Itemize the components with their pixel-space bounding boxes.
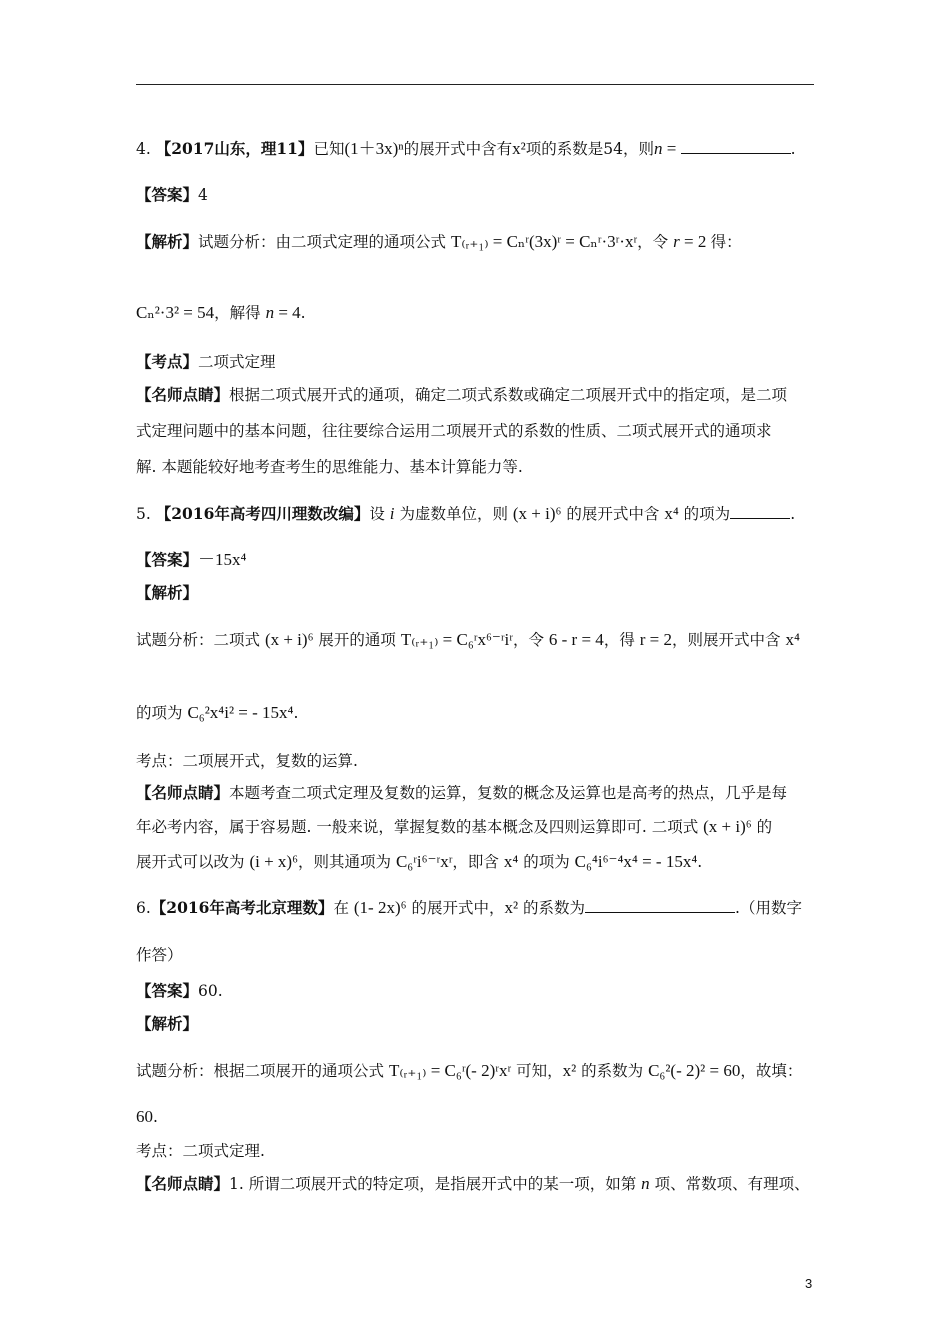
math-expression: (1＋3x) [344,139,399,158]
text-line-q6-tip1 [136,1173,816,1195]
text-line-q6-analysis-label [136,1013,816,1035]
section-tag: 【答案】 [136,185,199,204]
math-expression: Cₙ²·3² = 54 [136,303,215,322]
section-tag: 【名师点睛】 [136,1174,230,1193]
text-line-q4-calc [136,302,816,324]
math-expression: = 2 [679,232,711,251]
text-segment: 的项为 [518,853,575,871]
page-number: 3 [805,1276,813,1291]
text-line-q5-point [136,750,816,772]
text-segment: ，即含 [452,853,504,871]
text-segment: 已知 [313,140,345,158]
text-line-q4-point [136,351,816,373]
text-line-q5-answer [136,549,816,571]
math-expression: x⁴ [785,630,800,649]
text-line-q4-analysis [136,231,816,253]
text-segment: ，解得 [214,304,266,322]
math-expression: r = 2 [639,630,672,649]
text-segment: 年必考内容，属于容易题. 一般来说，掌握复数的基本概念及四则运算即可. 二项式 [136,818,704,836]
math-expression: x⁴ [503,852,519,871]
section-tag: 【解析】 [136,232,199,251]
section-tag: 【2016年高考北京理数】 [150,898,334,917]
text-line-q5-tip3 [136,851,816,873]
text-segment: 试题分析：根据二项展开的通项公式 [136,1062,389,1080]
text-segment: 作答） [136,946,183,964]
text-line-q6-stem2 [136,944,816,966]
text-segment: 的项为 [136,704,188,722]
text-segment: 的项为 [678,505,731,523]
text-line-q5-tip1 [136,782,816,804]
text-segment: . [153,1108,158,1126]
text-line-q6-analysis [136,1060,816,1082]
section-tag: 【答案】 [136,981,199,1000]
text-segment: 可知， [511,1062,563,1080]
text-segment: .（用数字 [735,899,802,917]
text-segment: 4. [136,140,156,158]
math-expression: x⁴ [664,504,679,523]
section-tag: 【解析】 [136,583,199,602]
text-segment: . [293,704,299,722]
text-line-q4-tip1 [136,384,816,406]
math-expression: C₆²(- 2)² = 60 [648,1061,741,1080]
text-segment: 试题分析：二项式 [136,631,265,649]
math-expression: ⁿ [398,139,404,158]
math-expression: (x + i)⁶ [703,817,752,836]
text-segment: ，令 [637,233,674,251]
text-segment: 5. [136,505,156,523]
text-segment: 试题分析：由二项式定理的通项公式 [198,233,451,251]
math-expression: r [673,232,680,251]
text-segment: 解. 本题能较好地考查考生的思维能力、基本计算能力等. [136,458,523,476]
section-tag: 【解析】 [136,1014,199,1033]
section-tag: 【答案】 [136,550,199,569]
text-segment: 60. [198,982,223,1000]
math-expression: i [389,504,395,523]
math-expression: C₆ʳi⁶⁻ʳxʳ [395,852,453,871]
text-segment: 为虚数单位，则 [394,505,513,523]
text-segment: 的展开式中含 [561,505,665,523]
text-line-q5-calc [136,702,816,724]
text-segment: 的系数为 [576,1062,649,1080]
text-line-q5-tip2 [136,816,816,838]
text-line-q6-point [136,1140,816,1162]
text-segment: 在 [333,899,354,917]
math-expression: 6 - r = 4 [548,630,604,649]
text-line-q4-tip3 [136,456,816,478]
section-tag: 【名师点睛】 [136,783,230,802]
text-segment: 考点：二项式定理. [136,1142,265,1160]
text-line-q5-analysis [136,629,816,651]
section-tag: 【考点】 [136,352,199,371]
text-segment: 6. [136,899,151,917]
text-segment: 项、常数项、有理项、 [649,1175,810,1193]
text-segment: ，得 [603,631,640,649]
text-line-q4-stem [136,138,816,160]
text-segment: 的 [751,818,773,836]
text-line-q6-calc [136,1106,816,1128]
math-expression: = 4 [274,303,301,322]
text-line-q4-tip2 [136,420,816,442]
text-segment: 项的系数是54，则 [525,140,654,158]
math-expression: (x + i)⁶ [264,630,314,649]
text-segment: ，故填： [740,1062,803,1080]
answer-blank [730,504,790,519]
text-segment: . [697,853,703,871]
text-segment: ，令 [512,631,549,649]
section-tag: 【名师点睛】 [136,385,230,404]
math-expression: T₍ᵣ₊₁₎ = C₆ʳx⁶⁻ʳiʳ [400,630,513,649]
math-expression: (1- 2x)⁶ [353,898,407,917]
text-segment: 设 [369,505,390,523]
answer-blank [681,139,791,154]
text-segment: ，则其通项为 [298,853,396,871]
math-expression: x² [504,898,519,917]
text-segment: 的系数为 [518,899,586,917]
math-expression: x² [512,139,526,158]
math-expression: = [662,139,681,158]
text-segment: 根据二项式展开式的通项，确定二项式系数或确定二项展开式中的指定项，是二项 [229,386,788,404]
text-segment: 4 [198,186,208,204]
math-expression: T₍ᵣ₊₁₎ = C₆ʳ(- 2)ʳxʳ [388,1061,512,1080]
math-expression: C₆²x⁴i² = - 15x⁴ [187,703,294,722]
section-tag: 【2017山东，理11】 [155,139,314,158]
text-segment: 二项式定理 [198,353,276,371]
section-tag: 【2016年高考四川理数改编】 [155,504,370,523]
text-segment: 的展开式中， [406,899,505,917]
text-segment: 本题考查二项式定理及复数的运算，复数的概念及运算也是高考的热点，几乎是每 [229,784,788,802]
math-expression: C₆⁴i⁶⁻⁴x⁴ = - 15x⁴ [574,852,698,871]
text-segment: . [790,140,796,158]
answer-blank [585,898,735,913]
text-segment: ，则展开式中含 [672,631,786,649]
math-expression: n [641,1174,650,1193]
text-segment: 得： [710,233,742,251]
math-expression: x² [562,1061,577,1080]
text-segment: 式定理问题中的基本问题，往往要综合运用二项展开式的系数的性质、二项式展开式的通项求 [136,422,772,440]
text-segment: . [790,505,796,523]
header-rule [136,84,814,85]
text-line-q5-analysis-label [136,582,816,604]
math-expression: n [265,303,275,322]
text-line-q6-stem [136,897,816,919]
text-segment: . [300,304,306,322]
text-segment: 1. 所谓二项展开式的特定项，是指展开式中的某一项，如第 [229,1175,642,1193]
text-line-q6-answer [136,980,816,1002]
math-expression: T₍ᵣ₊₁₎ = Cₙʳ(3x)ʳ = Cₙʳ·3ʳ·xʳ [450,232,638,251]
text-line-q4-answer [136,184,816,206]
text-segment: 展开的通项 [313,631,401,649]
text-segment: 的展开式中含有 [403,140,513,158]
math-expression: (i + x)⁶ [249,852,298,871]
text-segment: 展开式可以改为 [136,853,250,871]
math-expression: (x + i)⁶ [512,504,562,523]
math-expression: 60 [136,1107,153,1126]
text-line-q5-stem [136,503,816,525]
math-expression: n [654,139,663,158]
text-segment: 考点：二项展开式，复数的运算. [136,752,358,770]
math-expression: －15x⁴ [198,550,247,569]
